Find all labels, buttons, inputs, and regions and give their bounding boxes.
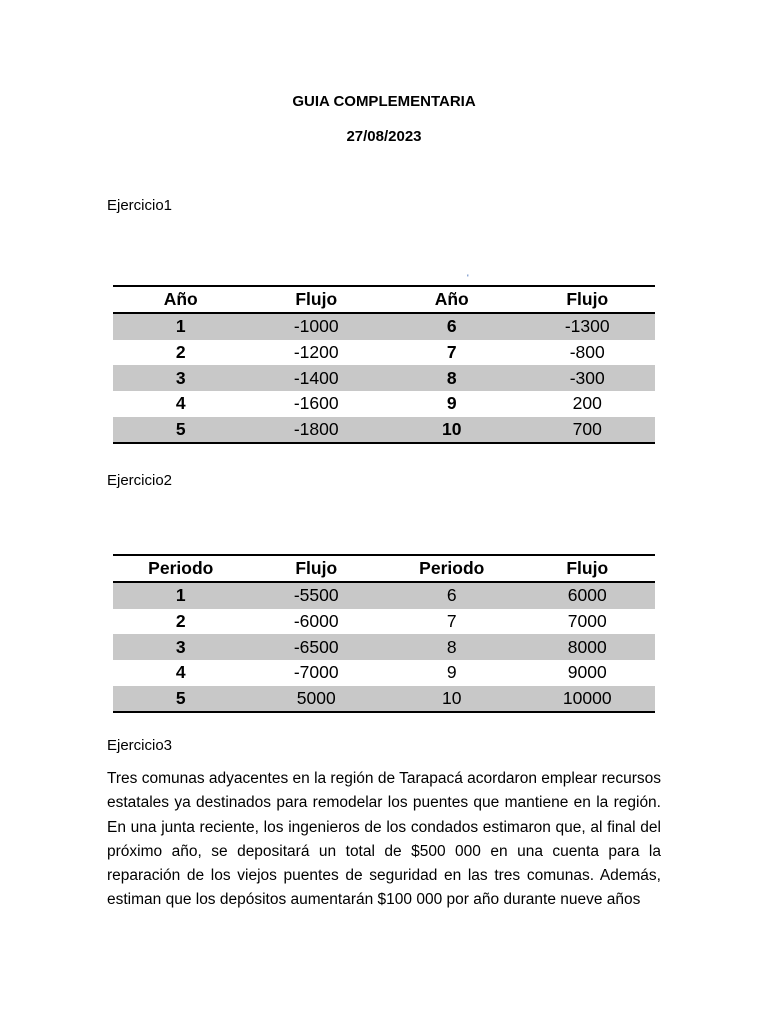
exercise1-table (113, 285, 655, 444)
table-header-row (113, 286, 655, 313)
table-cell: -5500 (249, 582, 385, 609)
table-cell: -1800 (249, 417, 385, 444)
table-row (113, 582, 655, 609)
table-row (113, 365, 655, 391)
table-cell: 8 (384, 365, 520, 391)
column-header: Periodo (113, 555, 249, 582)
column-header: Flujo (249, 555, 385, 582)
table-cell: -6000 (293, 611, 339, 632)
column-header: Flujo (520, 555, 656, 582)
table-cell: 10 (384, 417, 520, 444)
table-cell: -1400 (249, 365, 385, 391)
table-cell: -300 (520, 365, 656, 391)
table-cell: 1 (113, 582, 249, 609)
table-row (113, 634, 655, 660)
table-header-row (113, 555, 655, 582)
table-row (113, 660, 655, 686)
table-cell: 5 (113, 417, 249, 444)
table-cell: 5 (113, 686, 249, 713)
column-header: Año (384, 286, 520, 313)
table-cell: 7000 (567, 611, 607, 632)
table-cell: 4 (175, 662, 186, 683)
table-row (113, 391, 655, 417)
table-cell: 200 (572, 393, 602, 414)
table-cell: 2 (175, 342, 186, 363)
table-row (113, 686, 655, 713)
table-cell: 9000 (567, 662, 607, 683)
table-cell: 3 (113, 365, 249, 391)
table-cell: 7 (446, 611, 457, 632)
table-cell: -1200 (293, 342, 339, 363)
table-cell: -1000 (249, 313, 385, 340)
exercise2-heading: Ejercicio2 (107, 472, 173, 489)
table-cell: 9 (446, 393, 457, 414)
table-row (113, 417, 655, 444)
table-cell: 1 (113, 313, 249, 340)
table-cell: 6 (384, 313, 520, 340)
exercise3-text: Tres comunas adyacentes en la región de Tarapacá acordaron emplear recursos estatales ya destinados para remodelar los puentes que mantiene en la región. En una junta reciente, los ingenieros de los condados estimaron que, al final del próximo año, se depositará un total de $500 000 en una cuenta para la reparación de los viejos puentes de seguridad en las tres comunas. Además, estiman que los depósitos aumentarán $100 000 por año durante nueve años (107, 770, 662, 909)
column-header: Flujo (249, 286, 385, 313)
table-cell: 3 (113, 634, 249, 660)
table-cell: -1300 (520, 313, 656, 340)
table-row (113, 313, 655, 340)
table-row (113, 340, 655, 366)
table-cell: 6000 (520, 582, 656, 609)
table-cell: -1600 (293, 393, 339, 414)
table-cell: 4 (175, 393, 186, 414)
table-row (113, 609, 655, 635)
table-cell: 10 (384, 686, 520, 713)
exercise2-table (113, 554, 655, 713)
column-header: Flujo (520, 286, 656, 313)
exercise1-heading: Ejercicio1 (107, 197, 173, 214)
document-date: 27/08/2023 (346, 128, 422, 145)
document-title: GUIA COMPLEMENTARIA (292, 93, 476, 110)
column-header: Año (113, 286, 249, 313)
column-header: Periodo (384, 555, 520, 582)
table-cell: 10000 (520, 686, 656, 713)
table-cell: 6 (384, 582, 520, 609)
exercise3-heading: Ejercicio3 (107, 737, 173, 754)
table-cell: -800 (569, 342, 605, 363)
table-cell: -6500 (249, 634, 385, 660)
table-cell: 700 (520, 417, 656, 444)
table-cell: 8 (384, 634, 520, 660)
stray-mark: ' (467, 273, 469, 283)
table-cell: 8000 (520, 634, 656, 660)
table-cell: 9 (446, 662, 457, 683)
table-cell: -7000 (293, 662, 339, 683)
table-cell: 2 (175, 611, 186, 632)
table-cell: 5000 (249, 686, 385, 713)
table-cell: 7 (446, 342, 457, 363)
